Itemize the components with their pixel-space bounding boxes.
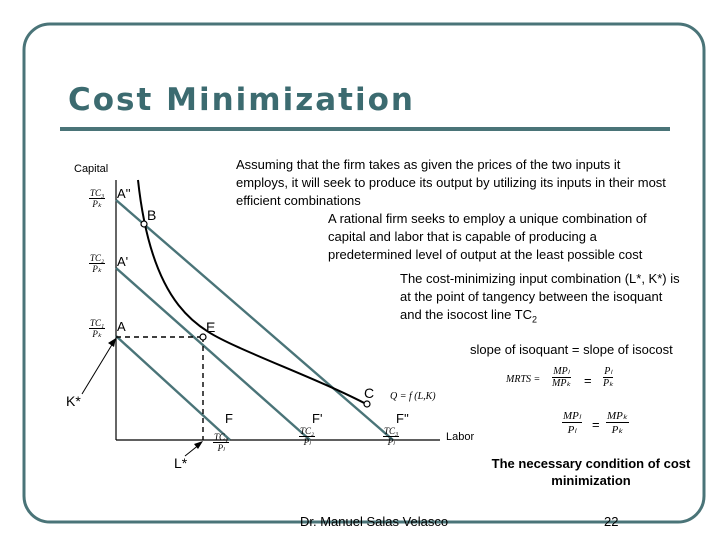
frac-tc2-pk: $\frac{\text{TC₂}}{\text{Pₖ}}$: [90, 253, 105, 274]
tangency-text: The cost-minimizing input combination (L*, K*) is at the point of tangency between the isoquant and the isocost line $TC_2$: [400, 271, 680, 325]
mrts-equals: =: [584, 373, 592, 388]
k-star-arrowhead: [108, 338, 116, 347]
frac-tc1-pk: $\frac{\text{TC₁}}{\text{Pₖ}}$: [90, 318, 105, 339]
frac-mpl-mpk: MPₗ MPₖ: [552, 366, 571, 389]
label-a-double: A'': [117, 186, 131, 201]
slide-title: Cost Minimization: [68, 82, 415, 118]
title-underline: [60, 127, 670, 131]
frac-mpl-pl: MPₗ Pₗ: [563, 410, 581, 436]
frac-tc3-pk: $\frac{\text{TC₃}}{\text{Pₖ}}$: [90, 188, 105, 209]
label-f-double: F'': [396, 411, 409, 426]
footer-page-number: 22: [604, 514, 619, 529]
label-a-prime: A': [117, 254, 129, 269]
label-f-prime: F': [312, 411, 323, 426]
condition-equals: =: [592, 417, 600, 432]
label-k-star: K*: [66, 393, 81, 409]
mrts-label: MRTS =: [506, 374, 541, 385]
frac-tc1-pl: $\frac{\text{TC₁}}{\text{Pₗ}}$: [214, 432, 229, 453]
k-star-arrow: [82, 343, 113, 394]
point-c-marker: [364, 401, 370, 407]
footer-author: Dr. Manuel Salas Velasco: [300, 514, 449, 529]
label-e: E: [206, 319, 216, 335]
assumption-text: Assuming that the firm takes as given the prices of the two inputs it employs, it will seek to produce its output by utilizing its inputs in their most efficient combinations: [236, 157, 666, 208]
label-c: C: [364, 385, 375, 401]
isocost-tc2: [116, 268, 310, 440]
frac-mpk-pk: MPₖ Pₖ: [607, 410, 628, 436]
slope-rule-text: slope of isoquant = slope of isocost: [470, 342, 673, 357]
y-axis-label: Capital: [74, 163, 109, 175]
label-a: A: [117, 319, 126, 334]
frac-pl-pk: $\frac{\text{Pₗ}}{\text{Pₖ}}$: [603, 366, 614, 389]
frac-tc2-pl: $\frac{\text{TC₂}}{\text{Pₗ}}$: [300, 426, 315, 447]
frac-tc3-pl: $\frac{\text{TC₃}}{\text{Pₗ}}$: [384, 426, 399, 447]
label-l-star: L*: [174, 455, 188, 471]
label-b: B: [147, 207, 157, 223]
isoquant-equation: Q = f (L,K): [390, 391, 436, 402]
label-f: F: [225, 411, 233, 426]
necessary-condition-text: The necessary condition of cost minimization: [491, 456, 691, 488]
rational-firm-text: A rational firm seeks to employ a unique combination of capital and labor that is capable of producing a predetermined level of output at the least possible cost: [328, 211, 647, 262]
x-axis-label: Labor: [446, 431, 475, 443]
isocost-tc1: [116, 336, 230, 440]
